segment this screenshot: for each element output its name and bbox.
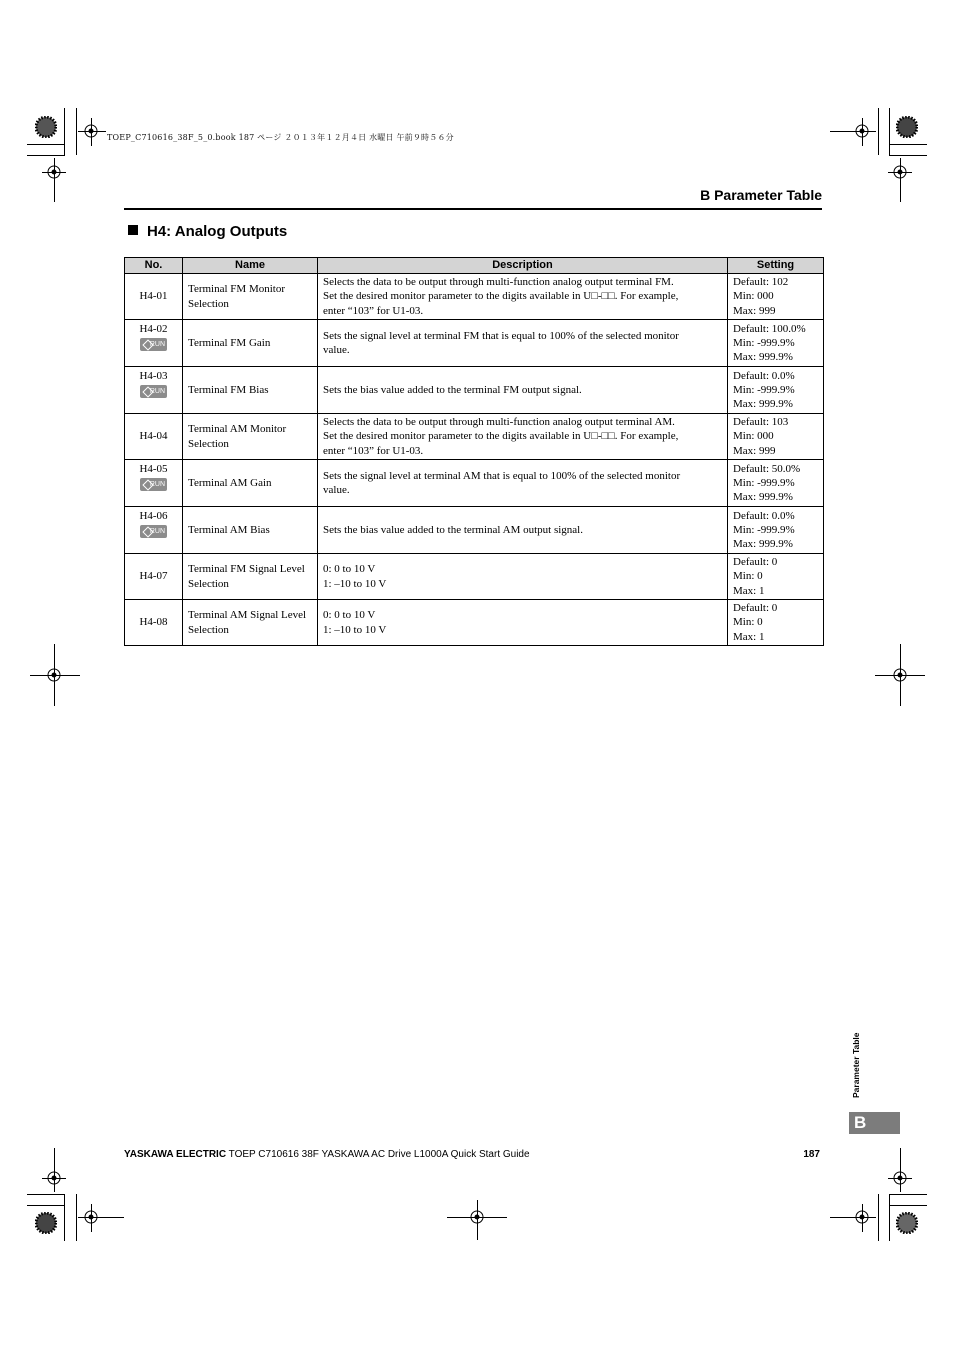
registration-mark <box>851 120 873 142</box>
cell-line: Sets the bias value added to the terminal AM output signal. <box>323 523 583 536</box>
cell-setting <box>728 507 824 554</box>
cell-name <box>183 320 318 367</box>
cell-line: Default: 50.0% <box>733 462 801 475</box>
table-row <box>125 414 824 460</box>
cell-line: Selection <box>188 297 229 310</box>
registration-mark <box>43 664 65 686</box>
cell-line: Max: 999 <box>733 444 776 457</box>
cell-description <box>318 367 728 414</box>
cell-line: Default: 103 <box>733 416 789 429</box>
cell-line: Sets the signal level at terminal FM that is equal to 100% of the selected monitor <box>323 329 679 342</box>
column-header-no: No. <box>125 258 183 274</box>
page-number: 187 <box>803 1149 820 1160</box>
registration-mark <box>80 1206 102 1228</box>
table-row <box>125 600 824 646</box>
cell-line: Set the desired monitor parameter to the digits available in U□-□□. For example, <box>323 430 679 443</box>
star-target-mark <box>896 1212 918 1234</box>
cell-setting <box>728 460 824 507</box>
parameter-number: H4-02 <box>139 323 168 335</box>
running-header <box>124 187 822 210</box>
cell-line: Sets the signal level at terminal AM that is equal to 100% of the selected monitor <box>323 469 681 482</box>
parameter-number: H4-07 <box>139 570 168 583</box>
cell-line: Terminal AM Bias <box>188 523 270 536</box>
cell-line: 0: 0 to 10 V <box>323 609 376 622</box>
cell-description <box>318 414 728 460</box>
parameter-number: H4-08 <box>139 616 168 629</box>
cell-line: enter “103” for U1-03. <box>323 444 424 457</box>
cell-line: Selects the data to be output through multi-function analog output terminal AM. <box>323 416 675 429</box>
footer-brand: YASKAWA ELECTRIC <box>124 1149 227 1160</box>
parameter-number: H4-01 <box>139 290 168 303</box>
cell-line: Min: 000 <box>733 290 774 303</box>
cell-no <box>125 554 183 600</box>
cell-line: enter “103” for U1-03. <box>323 304 424 317</box>
table-header-row <box>125 258 824 274</box>
registration-mark <box>889 1167 911 1189</box>
cell-setting <box>728 274 824 320</box>
page-footer <box>124 1149 820 1160</box>
cell-line: Terminal FM Monitor <box>188 283 286 296</box>
cell-line: Default: 0 <box>733 556 778 569</box>
cell-line: Selection <box>188 437 229 450</box>
cell-no <box>125 320 183 367</box>
section-title-text: H4: Analog Outputs <box>147 223 288 240</box>
table-row <box>125 320 824 367</box>
cell-description <box>318 507 728 554</box>
cell-line: 0: 0 to 10 V <box>323 563 376 576</box>
table-row <box>125 554 824 600</box>
square-bullet-icon <box>128 225 138 235</box>
cell-name <box>183 274 318 320</box>
run-badge-icon: RUN <box>140 478 167 491</box>
cell-line: Terminal AM Monitor <box>188 423 287 436</box>
chapter-tab: B <box>849 1112 900 1134</box>
cell-no <box>125 367 183 414</box>
parameter-table <box>124 257 824 646</box>
cell-line: Min: -999.9% <box>733 523 795 536</box>
cell-setting <box>728 600 824 646</box>
cell-setting <box>728 320 824 367</box>
cell-no <box>125 600 183 646</box>
registration-mark <box>43 1167 65 1189</box>
cell-line: Default: 0.0% <box>733 509 795 522</box>
side-tab-label <box>827 1030 887 1110</box>
column-header-description: Description <box>318 258 728 274</box>
cell-line: Max: 1 <box>733 630 765 643</box>
cell-line: Min: -999.9% <box>733 383 795 396</box>
cell-line: Selection <box>188 577 229 590</box>
cell-line: Max: 999.9% <box>733 538 793 551</box>
cell-line: 1: –10 to 10 V <box>323 577 387 590</box>
table-row <box>125 274 824 320</box>
running-header-title: B Parameter Table <box>700 187 822 203</box>
cell-line: Sets the bias value added to the terminal FM output signal. <box>323 383 582 396</box>
cell-description <box>318 274 728 320</box>
cell-line: Terminal FM Gain <box>188 336 271 349</box>
cell-line: Min: 0 <box>733 616 763 629</box>
cell-setting <box>728 414 824 460</box>
cell-setting <box>728 367 824 414</box>
star-target-mark <box>35 1212 57 1234</box>
cell-line: Selection <box>188 623 229 636</box>
cell-description <box>318 460 728 507</box>
cell-line: Max: 999 <box>733 304 776 317</box>
parameter-number: H4-06 <box>139 510 168 522</box>
cell-name <box>183 367 318 414</box>
table-row <box>125 507 824 554</box>
side-tab-label-text: Parameter Table <box>851 1032 861 1098</box>
cell-line: Terminal AM Signal Level <box>188 609 307 622</box>
cell-name <box>183 600 318 646</box>
footer-title: TOEP C710616 38F YASKAWA AC Drive L1000A Quick Start Guide <box>226 1149 530 1160</box>
cell-setting <box>728 554 824 600</box>
cell-line: Default: 100.0% <box>733 322 806 335</box>
cell-no <box>125 414 183 460</box>
registration-mark <box>466 1206 488 1228</box>
parameter-number: H4-05 <box>139 463 168 475</box>
registration-mark <box>43 161 65 183</box>
cell-line: value. <box>323 344 350 356</box>
cell-line: Set the desired monitor parameter to the digits available in U□-□□. For example, <box>323 290 679 303</box>
run-badge-icon: RUN <box>140 525 167 538</box>
section-title <box>128 223 287 240</box>
parameter-number: H4-03 <box>139 370 168 382</box>
cell-description <box>318 554 728 600</box>
cell-no <box>125 460 183 507</box>
cell-line: Max: 1 <box>733 584 765 597</box>
registration-mark <box>889 664 911 686</box>
cell-description <box>318 320 728 367</box>
cell-no <box>125 274 183 320</box>
cell-line: Default: 0.0% <box>733 369 795 382</box>
cell-line: Terminal FM Bias <box>188 383 269 396</box>
run-badge-icon: RUN <box>140 338 167 351</box>
cell-line: Default: 0 <box>733 602 778 615</box>
cell-name <box>183 507 318 554</box>
cell-line: Default: 102 <box>733 276 789 289</box>
book-info-slug: TOEP_C710616_38F_5_0.book 187 ページ ２０１３年１２月４日 水曜日 午前９時５６分 <box>107 133 454 142</box>
cell-line: Max: 999.9% <box>733 491 793 504</box>
registration-mark <box>889 161 911 183</box>
cell-line: Min: 000 <box>733 430 774 443</box>
cell-line: Min: -999.9% <box>733 336 795 349</box>
star-target-mark <box>896 116 918 138</box>
cell-line: value. <box>323 484 350 496</box>
table-row <box>125 460 824 507</box>
cell-name <box>183 460 318 507</box>
cell-line: Terminal AM Gain <box>188 476 272 489</box>
table-row <box>125 367 824 414</box>
cell-no <box>125 507 183 554</box>
cell-description <box>318 600 728 646</box>
parameter-number: H4-04 <box>139 430 168 443</box>
registration-mark <box>851 1206 873 1228</box>
cell-line: Min: -999.9% <box>733 476 795 489</box>
cell-line: Terminal FM Signal Level <box>188 563 305 576</box>
column-header-setting: Setting <box>728 258 824 274</box>
column-header-name: Name <box>183 258 318 274</box>
cell-line: Selects the data to be output through multi-function analog output terminal FM. <box>323 276 674 289</box>
star-target-mark <box>35 116 57 138</box>
cell-line: Max: 999.9% <box>733 398 793 411</box>
cell-line: 1: –10 to 10 V <box>323 623 387 636</box>
cell-line: Min: 0 <box>733 570 763 583</box>
cell-line: Max: 999.9% <box>733 351 793 364</box>
registration-mark <box>80 120 102 142</box>
cell-name <box>183 414 318 460</box>
run-badge-icon: RUN <box>140 385 167 398</box>
cell-name <box>183 554 318 600</box>
